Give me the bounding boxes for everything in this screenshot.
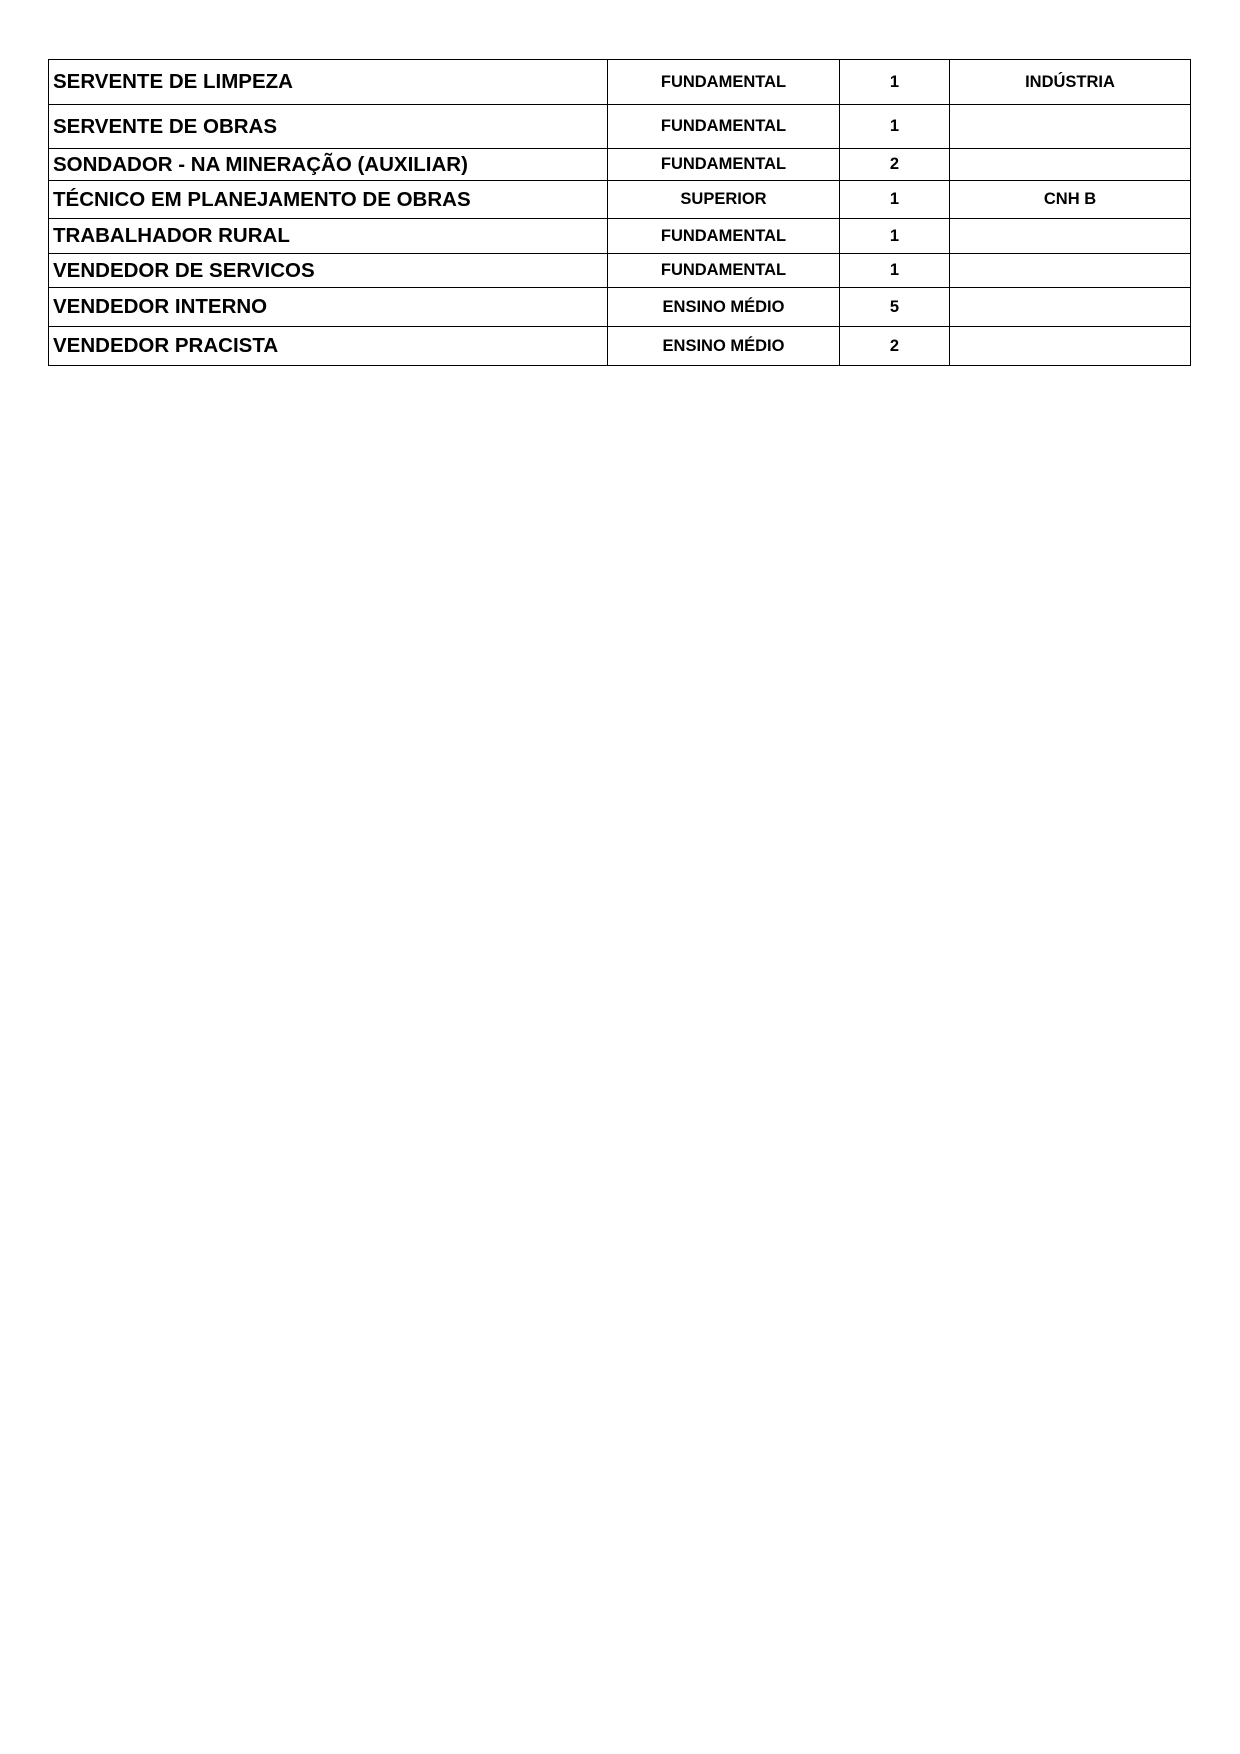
vacancy-count-cell: 2 bbox=[840, 149, 950, 181]
table-row bbox=[49, 219, 1191, 254]
vacancy-count-cell: 1 bbox=[840, 105, 950, 149]
vacancy-count-cell: 5 bbox=[840, 288, 950, 327]
vacancy-count-cell: 1 bbox=[840, 219, 950, 254]
requirement-note-cell bbox=[950, 254, 1191, 288]
education-level-cell: ENSINO MÉDIO bbox=[608, 327, 840, 366]
job-title-cell: VENDEDOR PRACISTA bbox=[49, 327, 608, 366]
requirement-note-cell bbox=[950, 219, 1191, 254]
table-row bbox=[49, 149, 1191, 181]
table-row bbox=[49, 327, 1191, 366]
job-title-cell: SONDADOR - NA MINERAÇÃO (AUXILIAR) bbox=[49, 149, 608, 181]
requirement-note-cell bbox=[950, 105, 1191, 149]
job-vacancies-table bbox=[48, 59, 1191, 366]
vacancy-count-cell: 2 bbox=[840, 327, 950, 366]
requirement-note-cell bbox=[950, 149, 1191, 181]
table-row bbox=[49, 105, 1191, 149]
table-row bbox=[49, 181, 1191, 219]
table-row bbox=[49, 60, 1191, 105]
vacancy-count-cell: 1 bbox=[840, 254, 950, 288]
table-row bbox=[49, 288, 1191, 327]
education-level-cell: FUNDAMENTAL bbox=[608, 254, 840, 288]
education-level-cell: FUNDAMENTAL bbox=[608, 219, 840, 254]
job-title-cell: VENDEDOR DE SERVICOS bbox=[49, 254, 608, 288]
vacancy-count-cell: 1 bbox=[840, 181, 950, 219]
job-title-cell: VENDEDOR INTERNO bbox=[49, 288, 608, 327]
requirement-note-cell: CNH B bbox=[950, 181, 1191, 219]
table-row bbox=[49, 254, 1191, 288]
education-level-cell: FUNDAMENTAL bbox=[608, 60, 840, 105]
job-title-cell: SERVENTE DE LIMPEZA bbox=[49, 60, 608, 105]
requirement-note-cell bbox=[950, 288, 1191, 327]
requirement-note-cell: INDÚSTRIA bbox=[950, 60, 1191, 105]
education-level-cell: FUNDAMENTAL bbox=[608, 149, 840, 181]
education-level-cell: FUNDAMENTAL bbox=[608, 105, 840, 149]
job-title-cell: TÉCNICO EM PLANEJAMENTO DE OBRAS bbox=[49, 181, 608, 219]
vacancy-count-cell: 1 bbox=[840, 60, 950, 105]
education-level-cell: SUPERIOR bbox=[608, 181, 840, 219]
job-title-cell: SERVENTE DE OBRAS bbox=[49, 105, 608, 149]
job-title-cell: TRABALHADOR RURAL bbox=[49, 219, 608, 254]
requirement-note-cell bbox=[950, 327, 1191, 366]
education-level-cell: ENSINO MÉDIO bbox=[608, 288, 840, 327]
